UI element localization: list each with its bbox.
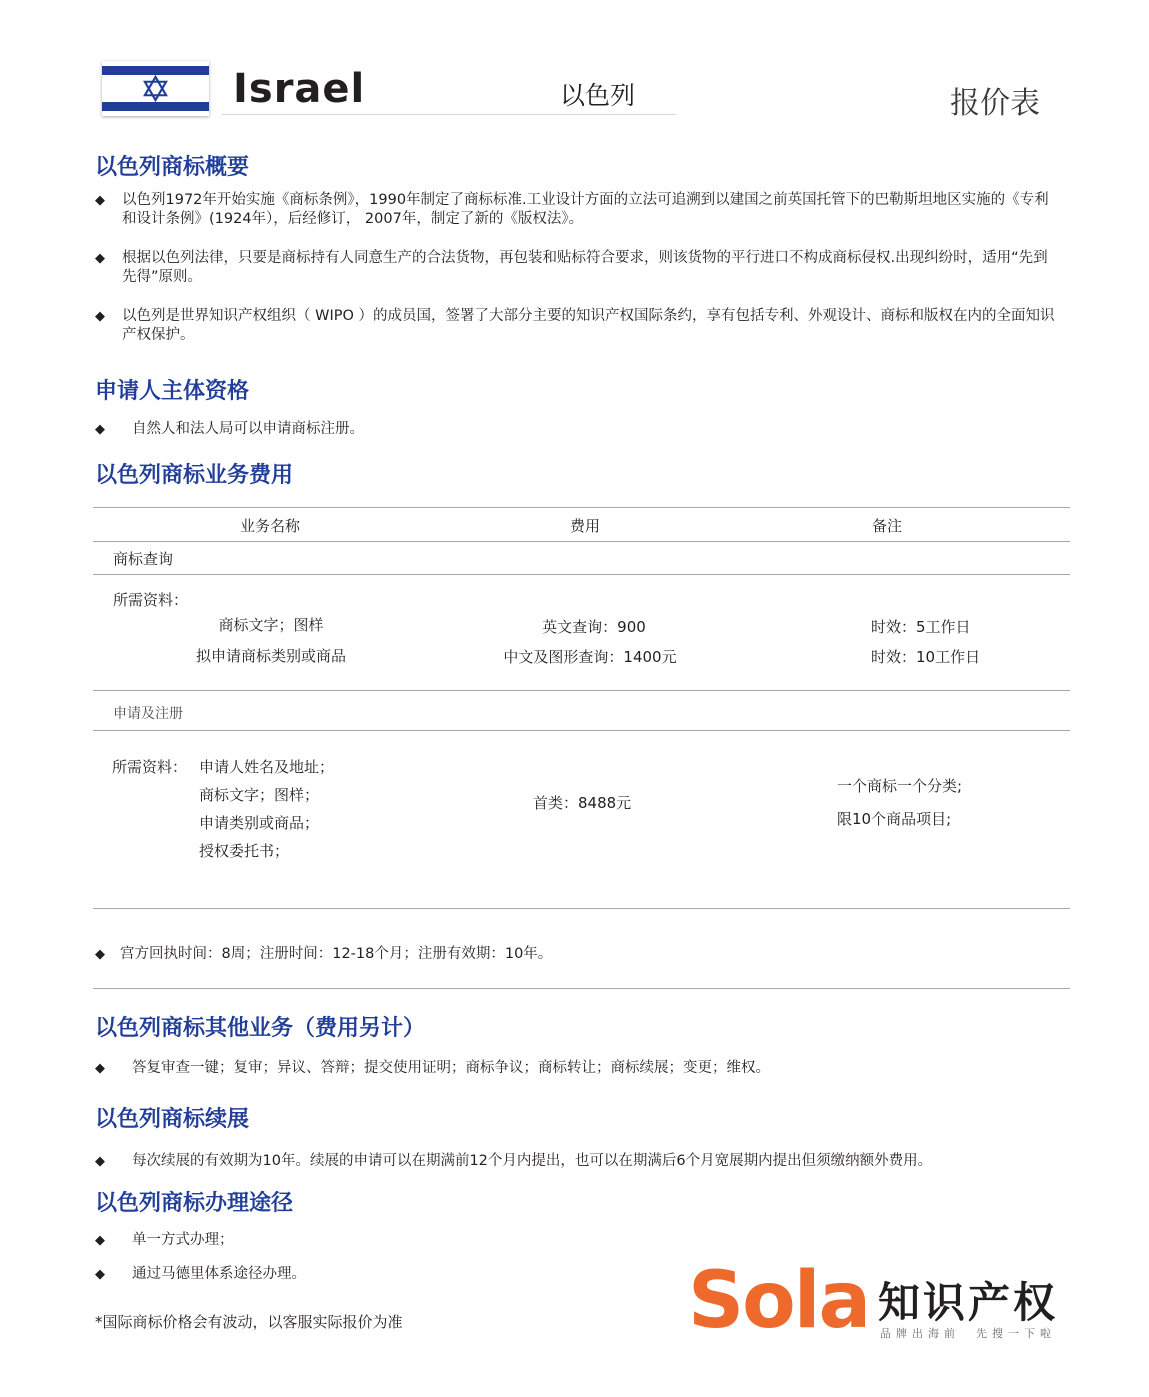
material-item: 商标文字；图样； xyxy=(199,786,320,804)
renewal-heading: 以色列商标续展 xyxy=(95,1107,250,1132)
overview-bullet-text: 根据以色列法律，只要是商标持有人同意生产的合法货物，再包装和贴标符合要求，则该货物的平行进口不构成商标侵权.出现纠纷时，适用“先到先得”原则。 xyxy=(122,250,1048,285)
flag-stripe-bottom xyxy=(102,102,209,111)
other-services-bullet xyxy=(95,1059,1060,1079)
bullet-icon: ◆ xyxy=(95,1154,105,1169)
bullet-icon: ◆ xyxy=(95,251,105,266)
table-rule xyxy=(93,730,1070,731)
header-divider xyxy=(222,114,676,115)
bullet-icon: ◆ xyxy=(95,422,105,437)
document-title: 报价表 xyxy=(950,86,1040,121)
star-of-david-icon xyxy=(142,75,169,102)
country-name-cn: 以色列 xyxy=(560,81,636,110)
overview-heading: 以色列商标概要 xyxy=(95,155,250,180)
flag-stripe-top xyxy=(102,66,209,75)
material-item: 拟申请商标类别或商品 xyxy=(195,647,347,665)
renewal-bullet xyxy=(95,1152,1060,1172)
section-label-registration: 申请及注册 xyxy=(113,706,183,722)
country-name-en: Israel xyxy=(233,66,366,112)
renewal-bullet-text: 每次续展的有效期为10年。续展的申请可以在期满前12个月内提出，也可以在期满后6个月宽展期内提出但须缴纳额外费用。 xyxy=(132,1153,933,1169)
fee-item: 首类：8488元 xyxy=(533,794,632,812)
section-divider xyxy=(93,988,1070,989)
bullet-icon: ◆ xyxy=(95,1233,105,1248)
overview-bullet-text: 以色列是世界知识产权组织（ WIPO ）的成员国，签署了大部分主要的知识产权国际条约，享有包括专利、外观设计、商标和版权在内的全面知识产权保护。 xyxy=(122,308,1055,343)
materials-label: 所需资料： xyxy=(113,591,189,609)
overview-bullet xyxy=(95,249,1060,289)
table-rule xyxy=(93,908,1070,909)
table-rule xyxy=(93,574,1070,575)
remark-item: 时效：5工作日 xyxy=(871,618,971,636)
bullet-icon: ◆ xyxy=(95,1267,105,1282)
column-header-remark: 备注 xyxy=(871,517,903,535)
overview-bullet-text: 以色列1972年开始实施《商标条例》，1990年制定了商标标准.工业设计方面的立法可追溯到以建国之前英国托管下的巴勒斯坦地区实施的《专利和设计条例》(1924年），后经修订， 2007年，制定了新的《版权法》。 xyxy=(122,192,1049,227)
timeline-bullet-text: 宫方回执时间：8周；注册时间：12-18个月；注册有效期：10年。 xyxy=(120,946,553,962)
table-rule xyxy=(93,690,1070,691)
overview-bullet xyxy=(95,191,1060,231)
remark-item: 限10个商品项目; xyxy=(837,810,952,828)
material-item: 商标文字；图样 xyxy=(218,616,324,634)
other-services-heading: 以色列商标其他业务（费用另计） xyxy=(95,1016,426,1041)
material-item: 申请类别或商品； xyxy=(199,814,320,832)
eligibility-bullet xyxy=(95,420,1060,440)
remark-item: 一个商标一个分类; xyxy=(837,777,963,795)
other-services-bullet-text: 答复审查一键；复审；异议、答辩；提交使用证明；商标争议；商标转让；商标续展；变更；维权。 xyxy=(132,1060,770,1076)
column-header-service: 业务名称 xyxy=(239,517,301,535)
sola-logo-wordmark: Sola xyxy=(688,1256,870,1346)
bullet-icon: ◆ xyxy=(95,309,105,324)
column-header-fee: 费用 xyxy=(569,517,601,535)
table-rule xyxy=(93,507,1070,508)
section-label-search: 商标查询 xyxy=(113,550,174,568)
overview-bullet xyxy=(95,307,1060,347)
israel-flag xyxy=(102,61,209,116)
filing-route-bullet xyxy=(95,1231,1060,1251)
remark-item: 时效：10工作日 xyxy=(871,648,981,666)
fee-item: 中文及图形查询：1400元 xyxy=(503,648,677,666)
price-disclaimer: *国际商标价格会有波动，以客服实际报价为准 xyxy=(95,1313,403,1331)
bullet-icon: ◆ xyxy=(95,1061,105,1076)
bullet-icon: ◆ xyxy=(95,947,105,962)
fee-item: 英文查询：900 xyxy=(542,618,646,636)
filing-route-bullet-text: 通过马德里体系途径办理。 xyxy=(132,1266,306,1282)
sola-logo-cn: 知识产权 xyxy=(878,1278,1059,1327)
bullet-icon: ◆ xyxy=(95,193,105,208)
fees-heading: 以色列商标业务费用 xyxy=(95,463,294,488)
table-rule xyxy=(93,541,1070,542)
materials-label: 所需资料： xyxy=(112,758,188,776)
material-item: 授权委托书； xyxy=(199,842,290,860)
eligibility-heading: 申请人主体资格 xyxy=(95,379,250,404)
filing-routes-heading: 以色列商标办理途径 xyxy=(95,1191,294,1216)
sola-slogan: 品牌出海前 先搜一下啦 xyxy=(880,1327,1056,1340)
material-item: 申请人姓名及地址； xyxy=(199,758,335,776)
timeline-bullet xyxy=(95,945,1060,965)
eligibility-bullet-text: 自然人和法人局可以申请商标注册。 xyxy=(132,421,364,437)
filing-route-bullet-text: 单一方式办理； xyxy=(132,1232,234,1248)
